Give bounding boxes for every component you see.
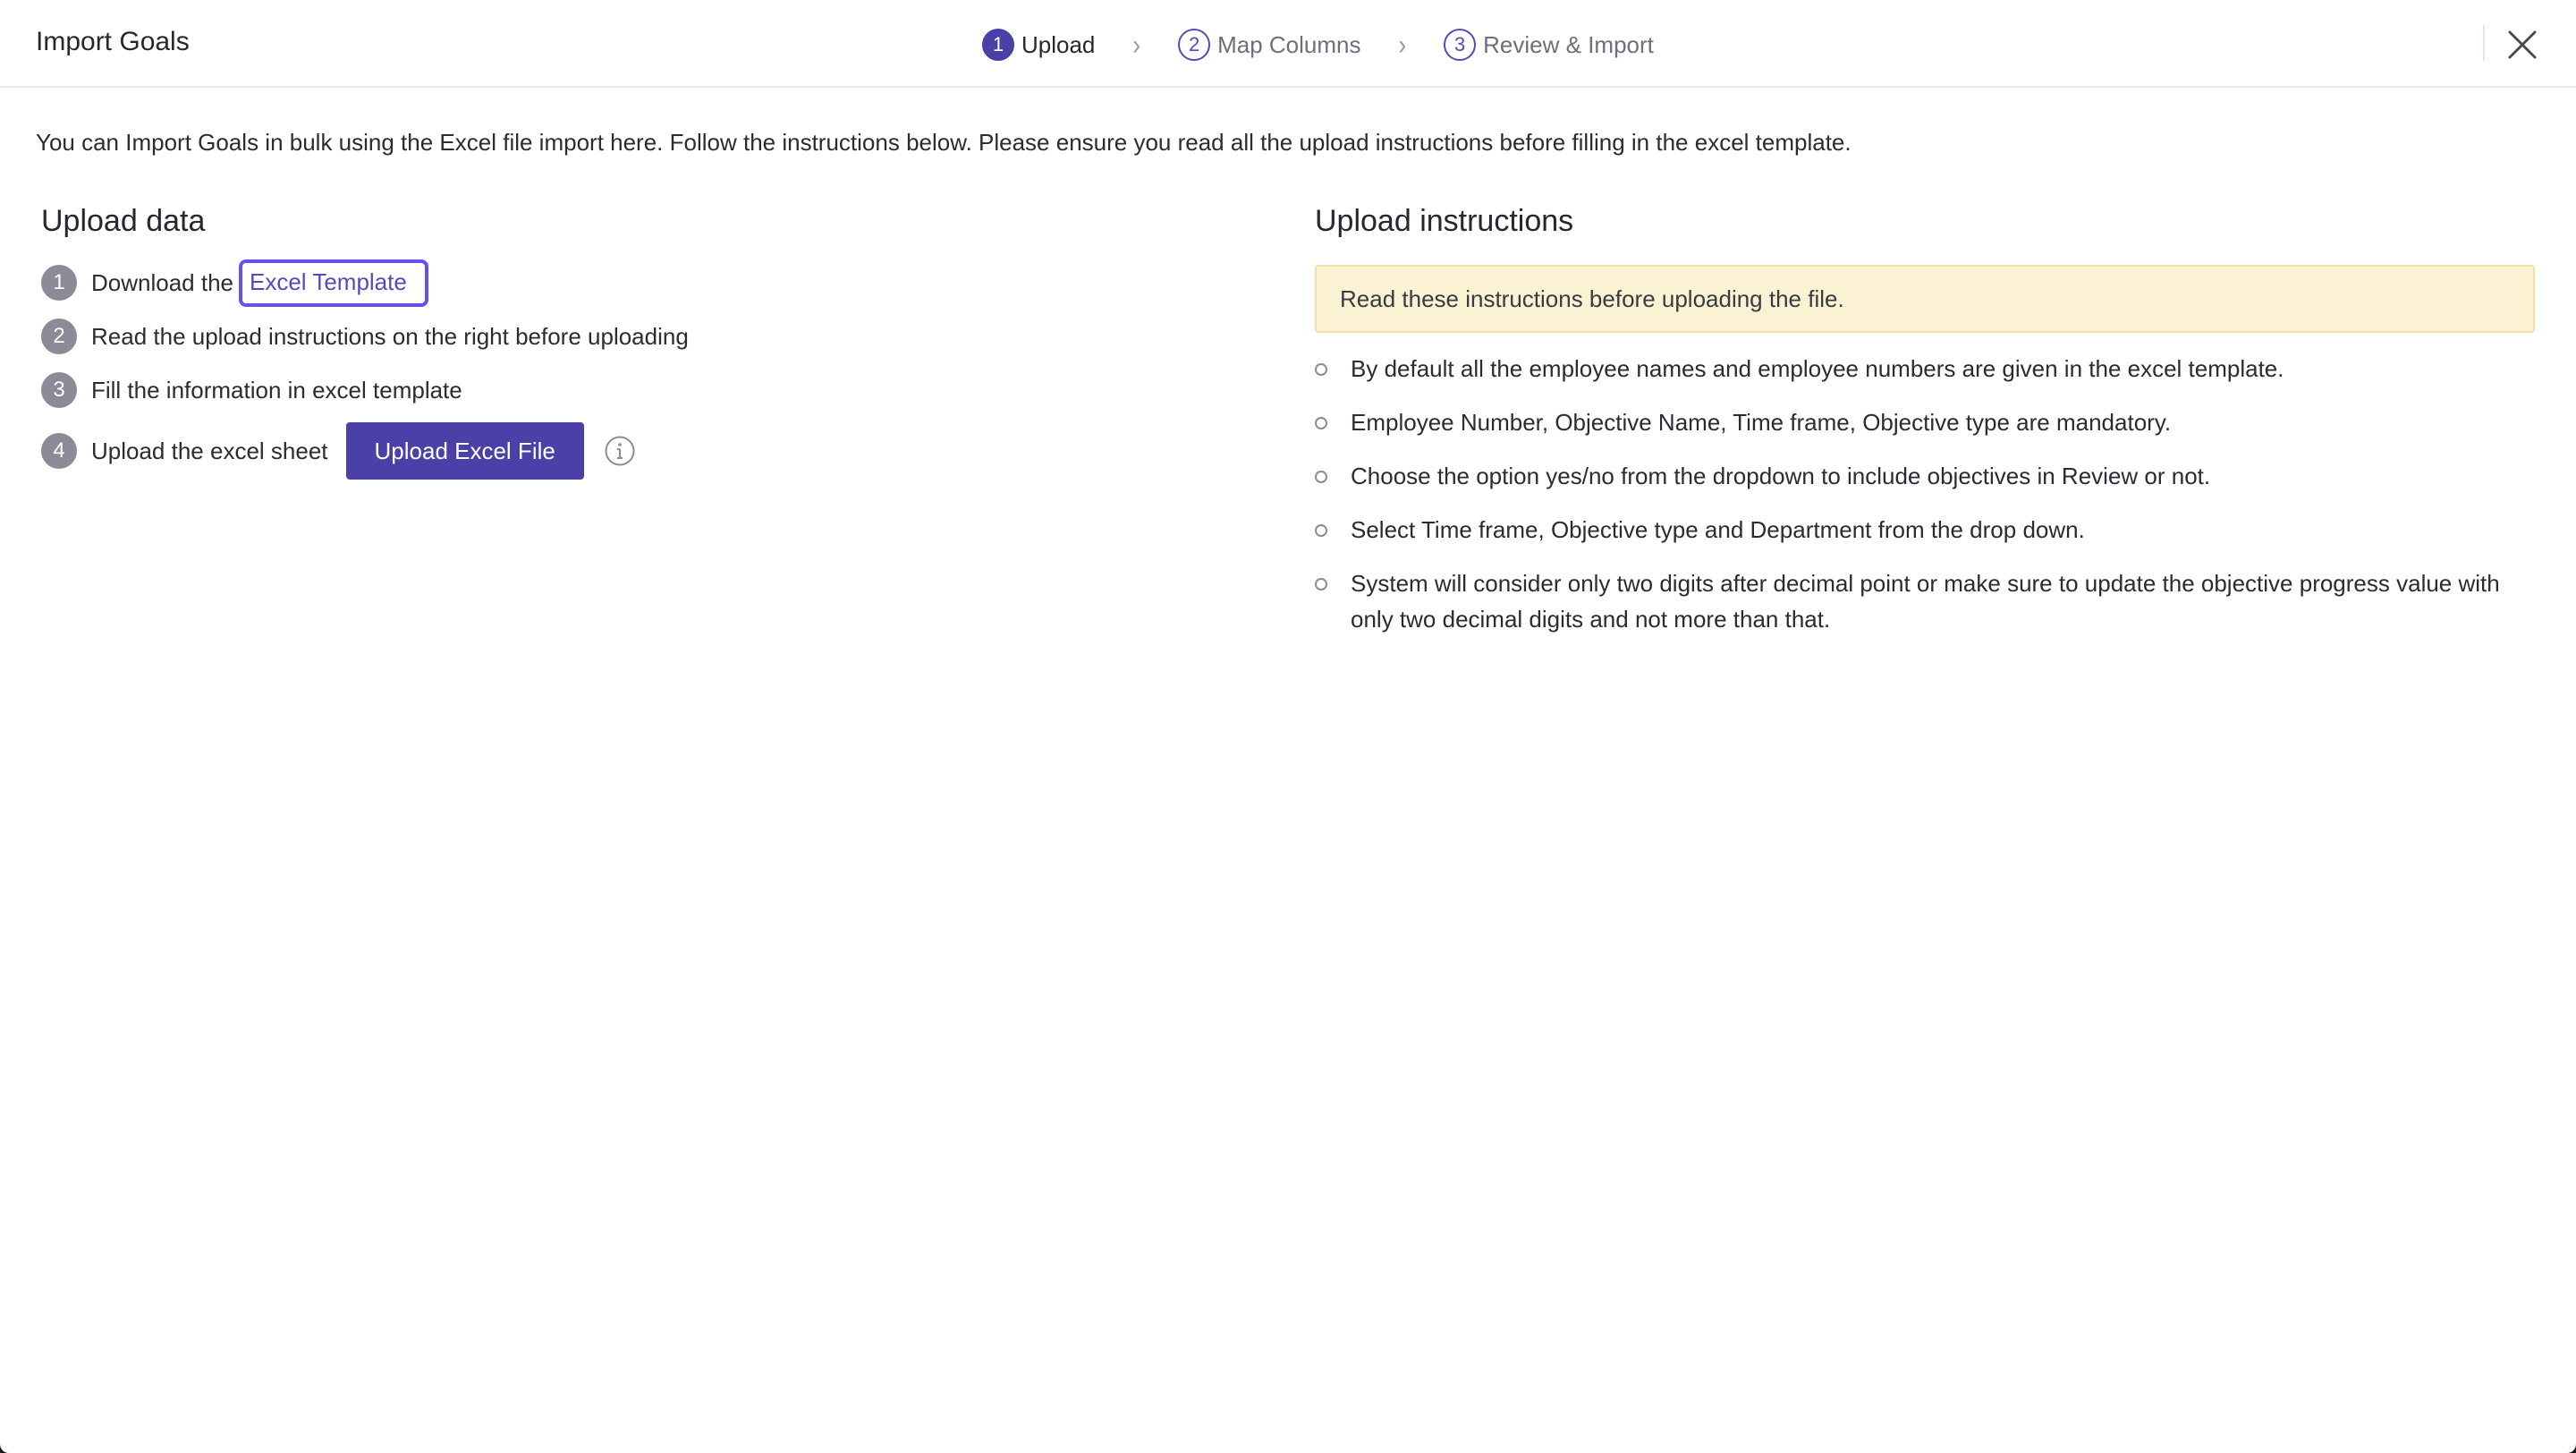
instruction-item	[1315, 458, 2535, 494]
instruction-item	[1315, 512, 2535, 548]
instruction-item	[1315, 565, 2535, 637]
close-button[interactable]	[2504, 27, 2540, 63]
bullet-icon	[1315, 578, 1327, 591]
instruction-text: Select Time frame, Objective type and Department from the drop down.	[1351, 516, 2085, 543]
header-divider	[2483, 25, 2485, 61]
bullet-icon	[1315, 363, 1327, 376]
step-upload	[982, 29, 1095, 61]
bullet-icon	[1315, 524, 1327, 537]
info-icon[interactable]	[604, 435, 636, 467]
close-icon	[2504, 27, 2540, 63]
notice-text: Read these instructions before uploading the file.	[1340, 285, 1844, 312]
step-map-columns	[1178, 29, 1360, 61]
upload-instructions-title: Upload instructions	[1315, 204, 1574, 238]
excel-template-link[interactable]: Excel Template	[239, 259, 428, 307]
import-stepper	[982, 27, 1654, 63]
instructions-notice	[1315, 265, 2535, 333]
chevron-right-icon: ›	[1398, 28, 1407, 61]
instruction-item	[1315, 351, 2535, 387]
instruction-text: Choose the option yes/no from the dropdown to include objectives in Review or not.	[1351, 463, 2211, 489]
bullet-icon	[1315, 471, 1327, 483]
step-badge: 4	[41, 433, 77, 469]
step-number: 2	[1178, 29, 1210, 61]
step-label: Upload	[1021, 30, 1096, 58]
step-badge: 3	[41, 372, 77, 408]
step-number: 3	[1444, 29, 1476, 61]
modal-title: Import Goals	[36, 27, 190, 56]
step-label: Map Columns	[1217, 30, 1361, 58]
step-badge: 1	[41, 265, 77, 301]
step-text: Fill the information in excel template	[91, 376, 462, 404]
instruction-item	[1315, 404, 2535, 440]
step-review-import	[1444, 29, 1654, 61]
bullet-icon	[1315, 417, 1327, 429]
step-text: Upload the excel sheet	[91, 437, 328, 464]
instruction-text: By default all the employee names and employee numbers are given in the excel template.	[1351, 355, 2284, 382]
step-number: 1	[982, 29, 1014, 61]
step-label: Review & Import	[1483, 30, 1654, 58]
step-text: Download the	[91, 268, 233, 296]
upload-step-2	[41, 319, 689, 354]
upload-step-3	[41, 372, 462, 408]
upload-data-title: Upload data	[41, 204, 206, 238]
upload-excel-file-button[interactable]: Upload Excel File	[346, 422, 584, 480]
step-text: Read the upload instructions on the right before uploading	[91, 322, 689, 350]
step-badge: 2	[41, 319, 77, 354]
instruction-text: Employee Number, Objective Name, Time frame, Objective type are mandatory.	[1351, 409, 2172, 436]
instruction-text: System will consider only two digits after decimal point or make sure to update the objective progress value with only two decimal digits and not more than that.	[1351, 570, 2500, 633]
chevron-right-icon: ›	[1132, 28, 1141, 61]
intro-text: You can Import Goals in bulk using the Excel file import here. Follow the instructions below. Please ensure you read all the upload instructions before filling in the excel template.	[36, 129, 1852, 156]
modal-header	[0, 0, 2576, 88]
upload-step-4	[41, 422, 636, 480]
upload-step-1	[41, 265, 428, 301]
